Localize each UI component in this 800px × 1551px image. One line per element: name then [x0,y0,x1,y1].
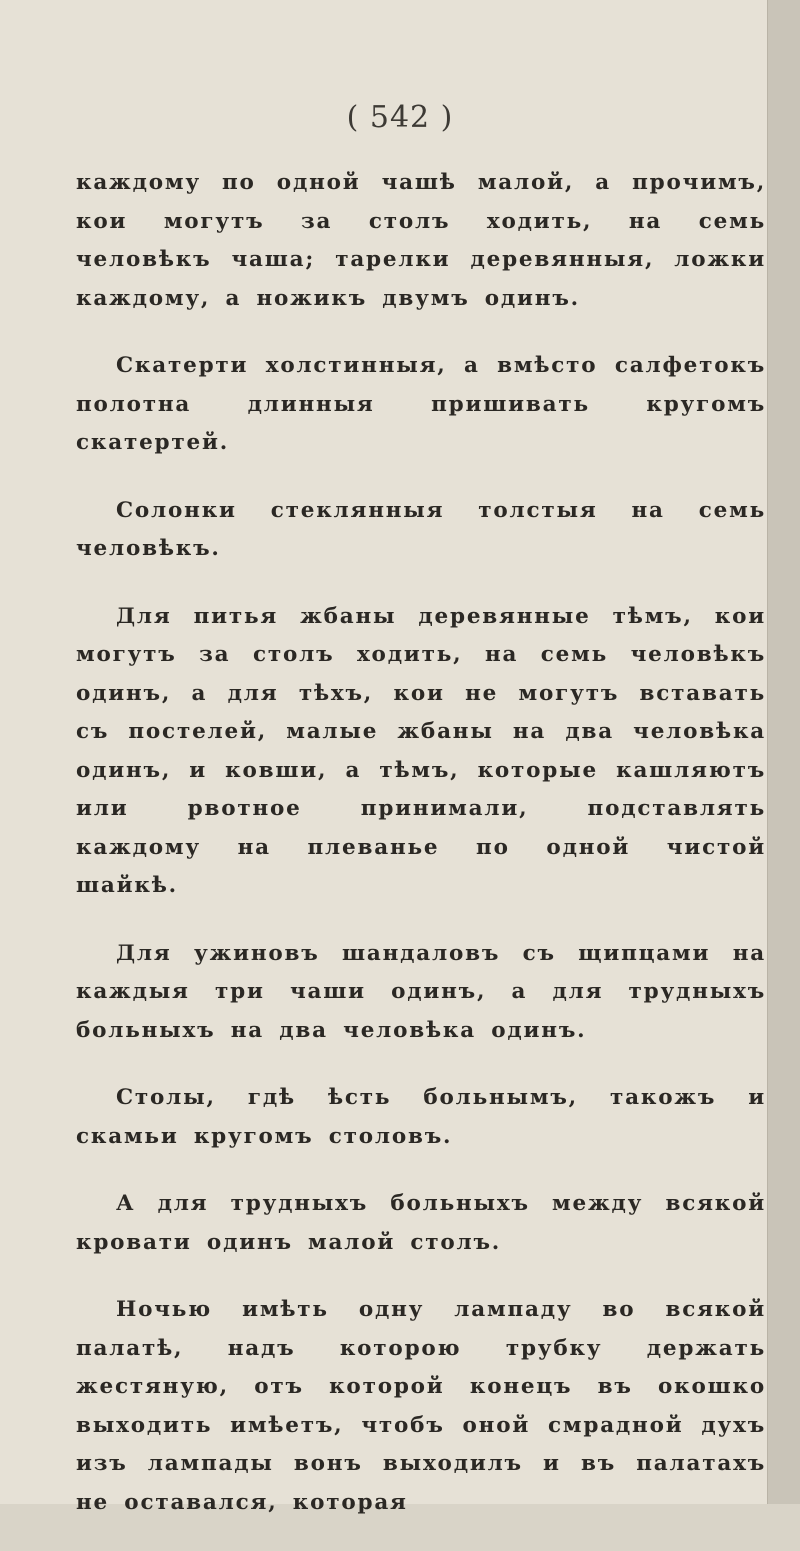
paragraph: каждому по одной чашѣ малой, а прочимъ, кои могутъ за столъ ходить, на семь человѣкъ чаша; тарелки деревянныя, ложки каждому, а ножикъ двумъ одинъ. [76,170,766,311]
paragraph: Ночью имѣть одну лампаду во всякой палатѣ, надъ которою трубку держать жестяную, отъ которой конецъ въ окошко выходить имѣетъ, чтобъ оной смрадной духъ изъ лампады вонъ выходилъ и въ палатахъ не оставался, которая [76,1297,766,1515]
page-text [76,164,766,1551]
paragraph: Для питья жбаны деревянные тѣмъ, кои могутъ за столъ ходить, на семь человѣкъ одинъ, а для тѣхъ, кои не могутъ вставать съ постелей, малые жбаны на два человѣка одинъ, и ковши, а тѣмъ, которые кашляютъ или рвотное принимали, подставлять каждому на плеванье по одной чистой шайкѣ. [76,603,766,898]
paragraph: Столы, гдѣ ѣсть больнымъ, такожъ и скамьи кругомъ столовъ. [76,1085,766,1149]
paragraph: Скатерти холстинныя, а вмѣсто салфетокъ полотна длинныя пришивать кругомъ скатертей. [76,353,766,455]
paragraph: Для ужиновъ шандаловъ съ щипцами на каждыя три чаши одинъ, а для трудныхъ больныхъ на два человѣка одинъ. [76,940,766,1043]
page-number: ( 542 ) [346,100,454,135]
paragraph: А для трудныхъ больныхъ между всякой кровати одинъ малой столъ. [76,1191,766,1255]
paragraph: Солонки стеклянныя толстыя на семь человѣкъ. [76,497,766,561]
page-edge [767,0,800,1504]
